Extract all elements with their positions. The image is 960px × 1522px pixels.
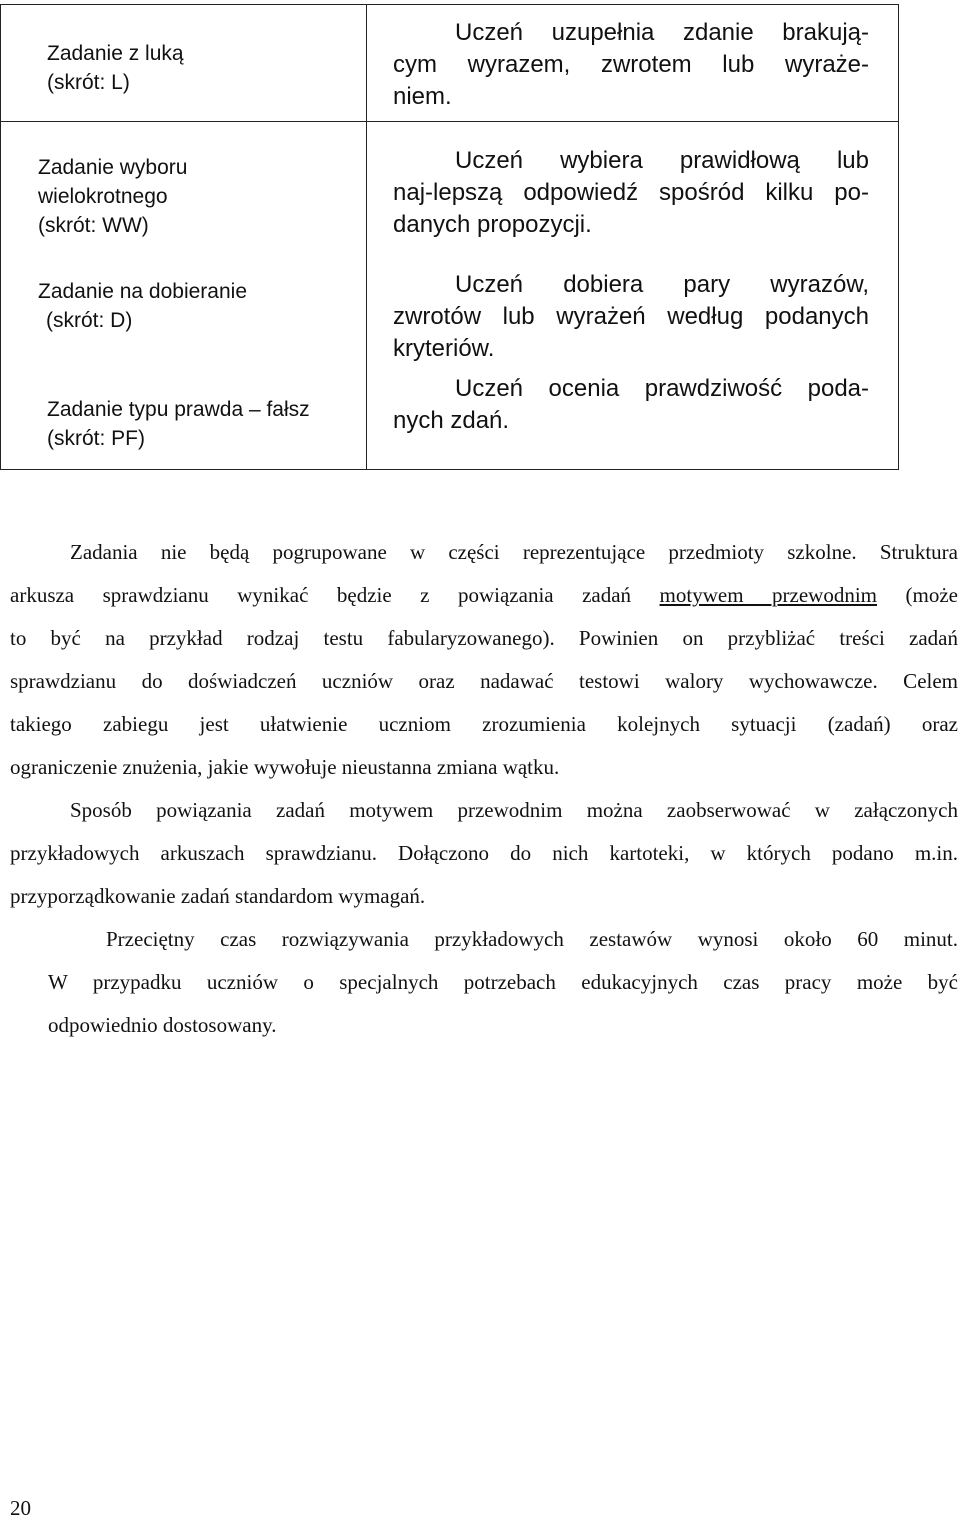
task-type-short: (skrót: D) (46, 309, 133, 332)
description-line: niem. (393, 83, 452, 110)
text-line: Zadania nie będą pogrupowane w części reprezentujące przedmioty szkolne. Struktura (70, 540, 958, 564)
description-line: naj-lepszą odpowiedź spośród kilku po- (393, 179, 869, 206)
text-line: ograniczenie znużenia, jakie wywołuje nieustanna zmiana wątku. (10, 755, 560, 779)
description-line: Uczeń dobiera pary wyrazów, (455, 271, 869, 298)
text-line: takiego zabiegu jest ułatwienie uczniom zrozumienia kolejnych sytuacji (zadań) oraz (10, 712, 958, 736)
description-line: cym wyrazem, zwrotem lub wyraże- (393, 51, 869, 78)
description-line: Uczeń ocenia prawdziwość poda- (455, 375, 869, 402)
text-line: przykładowych arkuszach sprawdzianu. Dołączono do nich kartoteki, w których podano m.in. (10, 841, 958, 865)
paragraph-time (10, 918, 958, 1047)
text-line: przyporządkowanie zadań standardom wymagań. (10, 884, 426, 908)
task-type-name: wielokrotnego (38, 185, 168, 208)
paragraph-linking (10, 789, 958, 918)
task-type-matching (38, 277, 247, 335)
task-description-multiple-choice (393, 145, 869, 241)
text-line: to być na przykład rodzaj testu fabularyzowanego). Powinien on przybliżać treści zadań (10, 626, 958, 650)
description-line: Uczeń wybiera prawidłową lub (455, 147, 869, 174)
text-line: Sposób powiązania zadań motywem przewodnim można zaobserwować w załączonych (70, 798, 958, 822)
description-line: danych propozycji. (393, 211, 592, 238)
table-row-divider (1, 121, 898, 122)
table-column-divider (366, 5, 367, 469)
task-type-short: (skrót: L) (47, 71, 130, 94)
task-description-true-false (393, 373, 869, 437)
text-line: arkusza sprawdzianu wynikać będzie z powiązania zadań motywem przewodnim (może (10, 583, 958, 607)
task-description-gap (393, 17, 869, 113)
text-line: W przypadku uczniów o specjalnych potrzebach edukacyjnych czas pracy może być (48, 970, 958, 994)
description-line: nych zdań. (393, 407, 510, 434)
text-line: Przeciętny czas rozwiązywania przykładowych zestawów wynosi około 60 minut. (106, 927, 958, 951)
task-description-matching (393, 269, 869, 365)
task-type-name: Zadanie na dobieranie (38, 280, 247, 303)
task-type-gap (47, 39, 184, 97)
text-line: sprawdzianu do doświadczeń uczniów oraz nadawać testowi walory wychowawcze. Celem (10, 669, 958, 693)
task-type-multiple-choice (38, 153, 187, 240)
task-type-name: Zadanie typu prawda – fałsz (47, 398, 310, 421)
underlined-term: motywem przewodnim (659, 583, 877, 607)
page-number: 20 (10, 1496, 31, 1520)
task-types-table (0, 4, 899, 470)
paragraph-structure (10, 531, 958, 789)
task-type-short: (skrót: WW) (38, 214, 149, 237)
description-line: kryteriów. (393, 335, 495, 362)
body-text (10, 531, 958, 1047)
task-type-name: Zadanie z luką (47, 42, 184, 65)
description-line: Uczeń uzupełnia zdanie brakują- (455, 19, 869, 46)
task-type-name: Zadanie wyboru (38, 156, 188, 179)
description-line: zwrotów lub wyrażeń według podanych (393, 303, 869, 330)
task-type-true-false (47, 395, 310, 453)
text-line: odpowiednio dostosowany. (48, 1013, 277, 1037)
task-type-short: (skrót: PF) (47, 427, 145, 450)
